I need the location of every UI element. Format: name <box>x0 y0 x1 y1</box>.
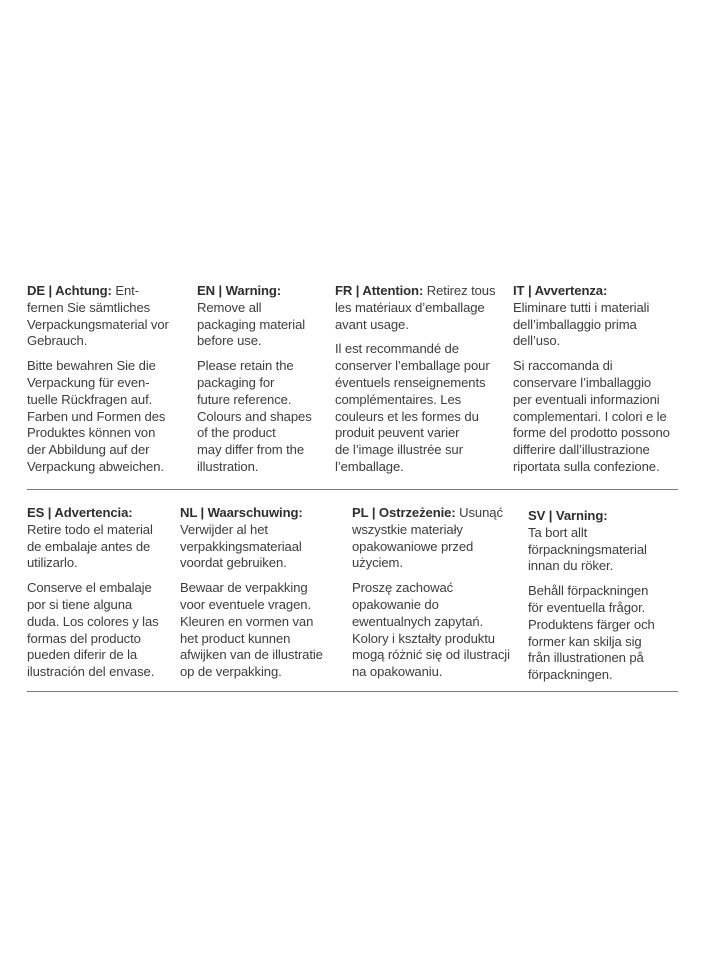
section-es <box>27 505 182 681</box>
divider-bottom <box>27 691 678 692</box>
retain-paragraph: Bitte bewahren Sie die Verpackung für even- tuelle Rückfragen auf. Farben und Formen des Produktes können von der Abbildung auf der Verpackung abweichen. <box>27 358 166 474</box>
warning-paragraph <box>352 505 527 572</box>
section-heading: SV | Varning: <box>528 508 608 523</box>
section-it <box>513 283 688 476</box>
warning-paragraph <box>197 283 331 350</box>
retain-paragraph: Proszę zachować opakowanie do ewentualnych zapytań. Kolory i kształty produktu mogą różnić się od ilustracji na opakowaniu. <box>352 580 510 680</box>
retain-paragraph: Il est recommandé de conserver l’emballage pour éventuels renseignements complémentaires. Les couleurs et les formes du produit peuvent varier de l’image illustrée sur l’emballage. <box>335 341 490 474</box>
warning-paragraph <box>27 283 187 350</box>
warning-paragraph <box>27 505 182 572</box>
section-heading: PL | Ostrzeżenie: <box>352 505 456 520</box>
section-heading: IT | Avvertenza: <box>513 283 608 298</box>
warning-paragraph <box>513 283 688 350</box>
warning-paragraph <box>335 283 505 333</box>
section-heading: FR | Attention: <box>335 283 424 298</box>
section-heading: ES | Advertencia: <box>27 505 133 520</box>
retain-paragraph: Please retain the packaging for future reference. Colours and shapes of the product may differ from the illustration. <box>197 358 312 474</box>
retain-paragraph: Bewaar de verpakking voor eventuele vragen. Kleuren en vormen van het product kunnen afwijken van de illustratie op de verpakking. <box>180 580 323 680</box>
warning-text: Retirez tous les matériaux d’emballage avant usage. <box>335 283 496 332</box>
warning-text: Remove all packaging material before use. <box>197 299 306 349</box>
warning-text: Ent- fernen Sie sämtliches Verpackungsmaterial vor Gebrauch. <box>27 283 169 349</box>
warning-paragraph <box>528 508 688 575</box>
warning-text: Ta bort allt förpackningsmaterial innan du röker. <box>528 524 647 574</box>
section-heading: NL | Waarschuwing: <box>180 505 303 520</box>
section-pl <box>352 505 527 681</box>
warning-text: Verwijder al het verpakkingsmateriaal voordat gebruiken. <box>180 521 302 571</box>
section-sv <box>528 508 688 684</box>
section-heading: DE | Achtung: <box>27 283 112 298</box>
warning-text: Retire todo el material de embalaje antes de utilizarlo. <box>27 521 153 571</box>
divider-top <box>27 489 678 490</box>
section-nl <box>180 505 350 681</box>
warning-text: Usunąć wszystkie materiały opakowaniowe przed użyciem. <box>352 505 503 571</box>
retain-paragraph: Behåll förpackningen för eventuella frågor. Produktens färger och former kan skilja sig från illustrationen på förpackningen. <box>528 583 655 683</box>
section-fr <box>335 283 505 476</box>
warning-paragraph <box>180 505 350 572</box>
warning-text: Eliminare tutti i materiali dell’imballaggio prima dell’uso. <box>513 299 650 349</box>
section-en <box>197 283 331 476</box>
retain-paragraph: Si raccomanda di conservare l’imballaggio per eventuali informazioni complementari. I colori e le forme del prodotto possono differire dall’illustrazione riportata sulla confezione. <box>513 358 670 474</box>
section-heading: EN | Warning: <box>197 283 282 298</box>
retain-paragraph: Conserve el embalaje por si tiene alguna duda. Los colores y las formas del producto pueden diferir de la ilustración del envase. <box>27 580 159 680</box>
section-de <box>27 283 187 476</box>
